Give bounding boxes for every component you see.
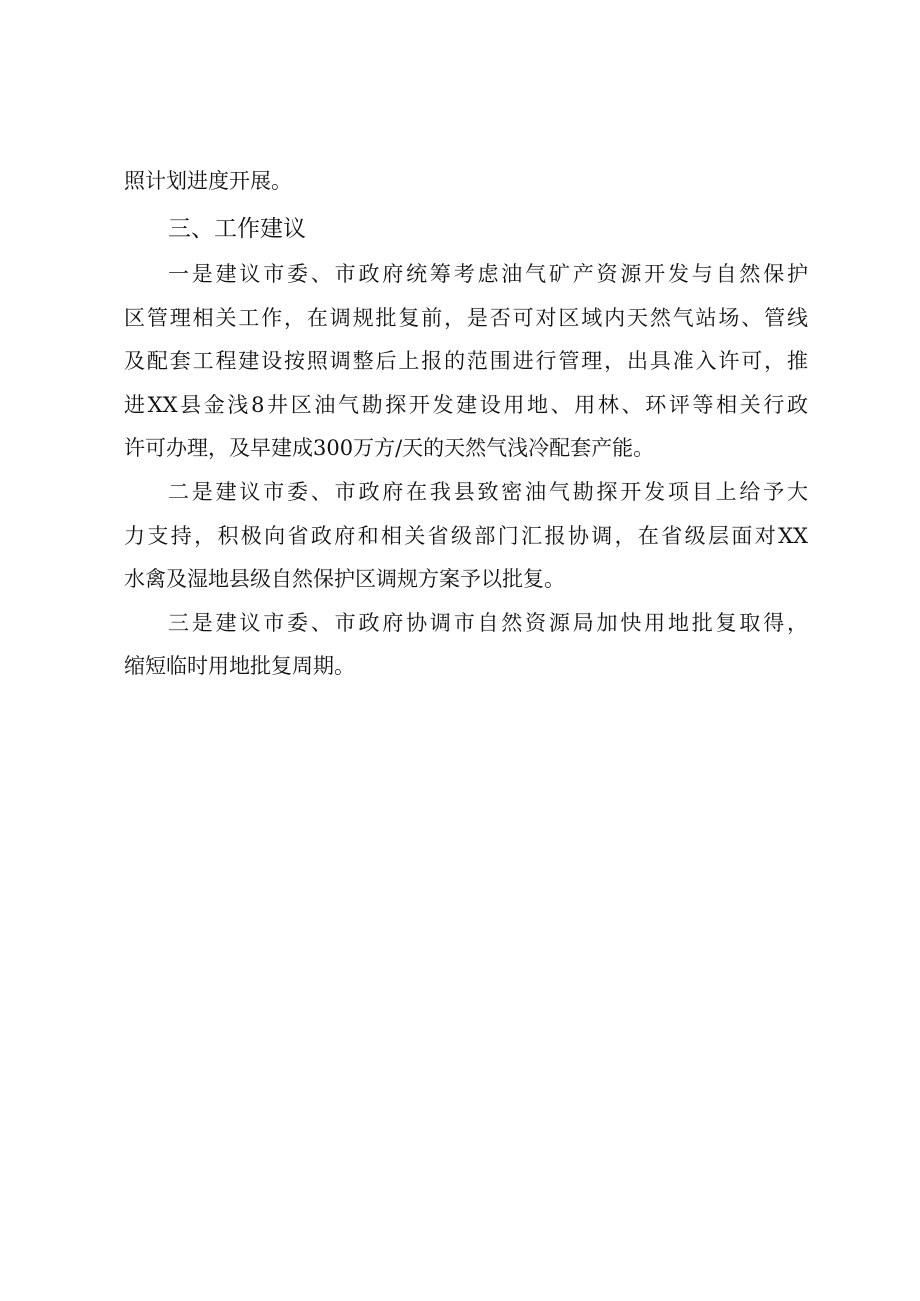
- paragraph-line: 进XX县金浅8井区油气勘探开发建设用地、用林、环评等相关行政: [124, 393, 808, 417]
- paragraph-line: 水禽及湿地县级自然保护区调规方案予以批复。: [124, 567, 565, 591]
- paragraph-line: 及配套工程建设按照调整后上报的范围进行管理，出具准入许可，推: [124, 349, 808, 373]
- paragraph-line: 许可办理，及早建成300万方/天的天然气浅冷配套产能。: [124, 436, 655, 460]
- section-heading: 三、工作建议: [168, 216, 306, 242]
- paragraph-line: 三是建议市委、市政府协调市自然资源局加快用地批复取得，: [168, 611, 808, 635]
- paragraph-line: 缩短临时用地批复周期。: [124, 654, 355, 678]
- paragraph-line: 力支持，积极向省政府和相关省级部门汇报协调，在省级层面对XX: [124, 524, 808, 548]
- paragraph-line: 区管理相关工作，在调规批复前，是否可对区域内天然气站场、管线: [124, 306, 808, 330]
- continued-text-line: 照计划进度开展。: [124, 169, 292, 193]
- paragraph-line: 一是建议市委、市政府统筹考虑油气矿产资源开发与自然保护: [168, 262, 808, 286]
- paragraph-line: 二是建议市委、市政府在我县致密油气勘探开发项目上给予大: [168, 480, 808, 504]
